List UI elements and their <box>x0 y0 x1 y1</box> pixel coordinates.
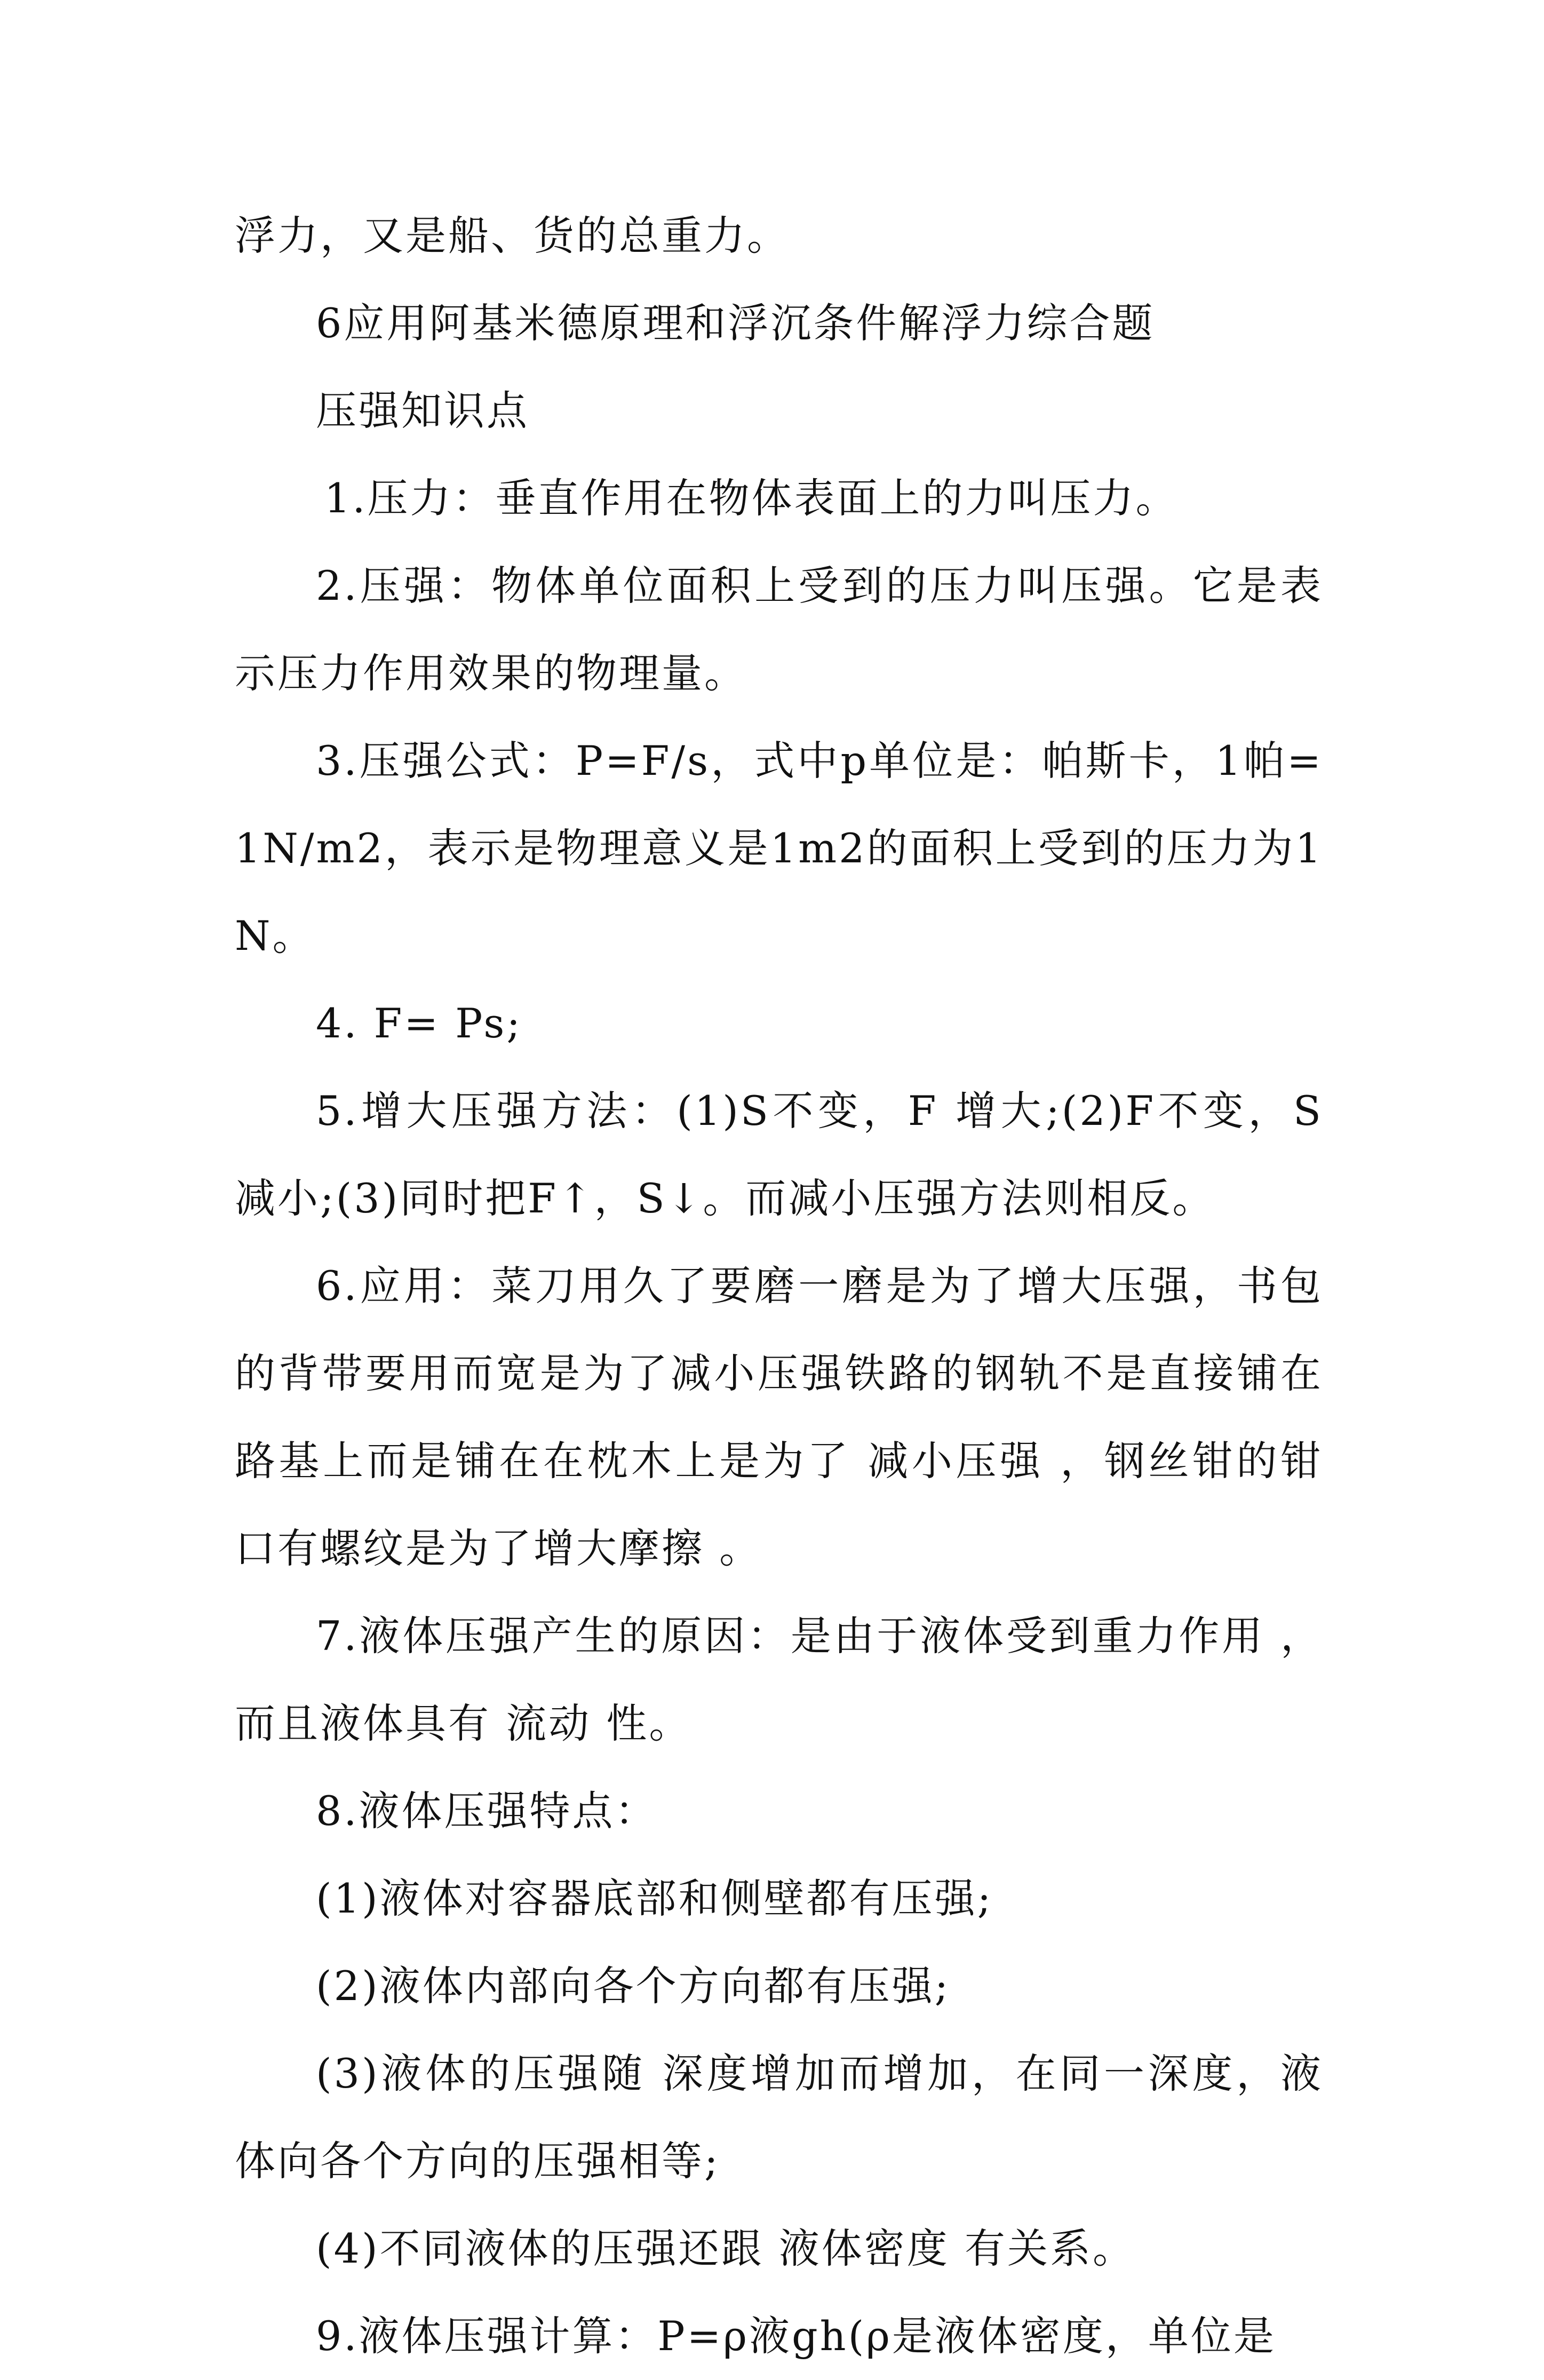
paragraph-item-1: 1.压力：垂直作用在物体表面上的力叫压力。 <box>324 474 1179 522</box>
paragraph-item-4: 4. F= Ps; <box>316 999 522 1047</box>
paragraph-item-3: 3.压强公式：P=F/s，式中p单位是：帕斯卡，1帕=1N/m2，表示是物理意义是1m2的面积上受到的压力为1N。 <box>235 737 1323 959</box>
section-heading-pressure: 压强知识点 <box>316 387 529 434</box>
paragraph-subitem-4: (4)不同液体的压强还跟 液体密度 有关系。 <box>316 2225 1135 2272</box>
paragraph-item-7: 7.液体压强产生的原因：是由于液体受到重力作用 ，而且液体具有 流动 性。 <box>235 1612 1323 1747</box>
paragraph-item-5: 5.增大压强方法：(1)S不变，F 增大;(2)F不变，S 减小;(3)同时把F↑，S↓。而减小压强方法则相反。 <box>235 1087 1323 1222</box>
paragraph-item-2: 2.压强：物体单位面积上受到的压力叫压强。它是表示压力作用效果的物理量。 <box>235 562 1323 697</box>
document-body <box>235 192 1323 2380</box>
paragraph-subitem-1: (1)液体对容器底部和侧壁都有压强; <box>316 1875 993 1922</box>
paragraph-subitem-3: (3)液体的压强随 深度增加而增加，在同一深度，液体向各个方向的压强相等; <box>235 2050 1323 2185</box>
paragraph-item-6: 6.应用：菜刀用久了要磨一磨是为了增大压强，书包的背带要用而宽是为了减小压强铁路的钢轨不是直接铺在路基上而是铺在在枕木上是为了 减小压强 ，钢丝钳的钳口有螺纹是为了增大摩擦 。 <box>235 1262 1323 1572</box>
paragraph-buoyancy-item-6: 6应用阿基米德原理和浮沉条件解浮力综合题 <box>316 299 1155 347</box>
paragraph-item-9: 9.液体压强计算：P=ρ液gh(ρ是液体密度，单位是 <box>316 2312 1276 2360</box>
paragraph-subitem-2: (2)液体内部向各个方向都有压强; <box>316 1962 951 2010</box>
paragraph-continuation: 浮力，又是船、货的总重力。 <box>235 212 790 259</box>
paragraph-item-8: 8.液体压强特点： <box>316 1787 658 1835</box>
